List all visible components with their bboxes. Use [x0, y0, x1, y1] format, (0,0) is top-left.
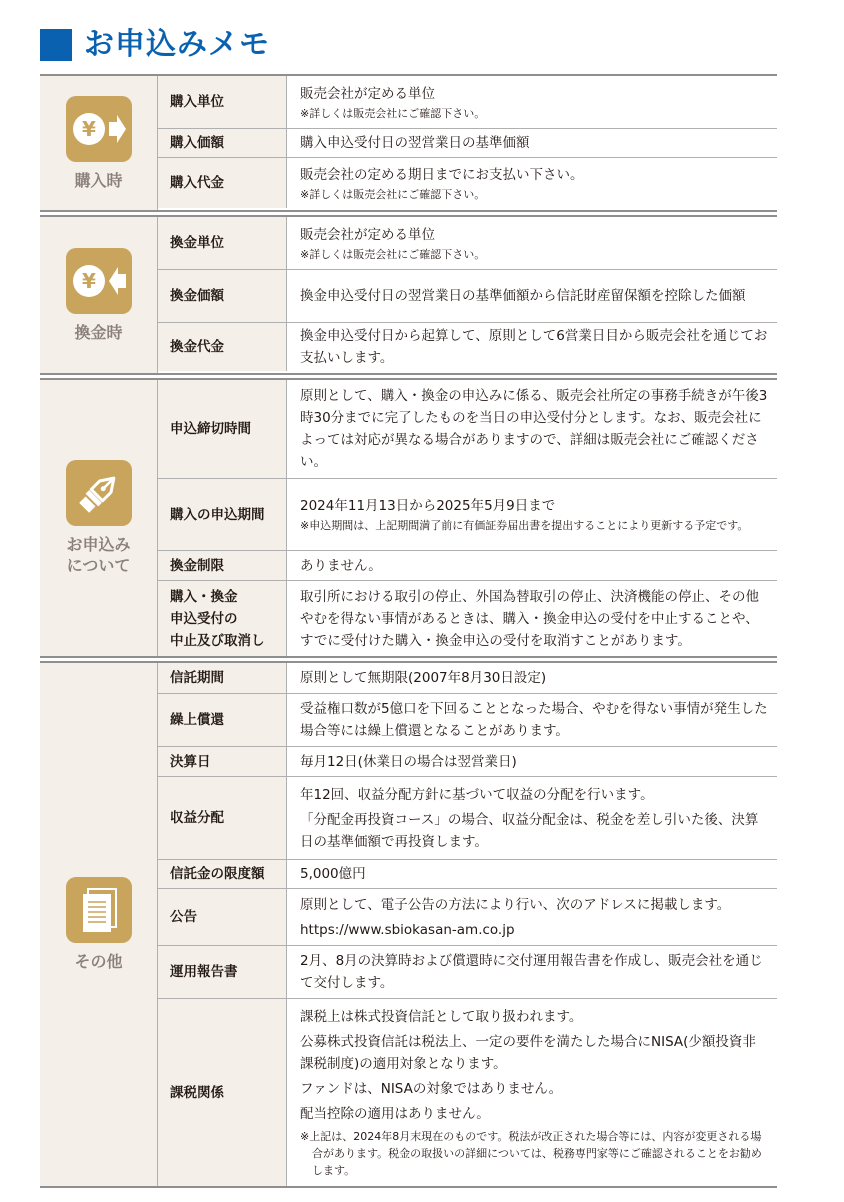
svg-text:¥: ¥ — [81, 116, 96, 141]
row-trust-period — [158, 663, 777, 693]
row-paragraph: 配当控除の適用はありません。 — [300, 1106, 490, 1122]
row-label: 換金制限 — [158, 551, 287, 580]
category-application — [40, 380, 158, 656]
category-label-line: お申込み — [66, 535, 131, 554]
section-redemption — [40, 215, 777, 375]
category-purchase — [40, 76, 158, 210]
row-value: 原則として、購入・換金の申込みに係る、販売会社所定の事務手続きが午後3時30分までに完了したものを当日の申込受付分とします。なお、販売会社によっては対応が異なる場合がありますので、詳細は販売会社にご確認ください。 — [300, 387, 768, 470]
row-paragraph: 公募株式投資信託は税法上、一定の要件を満たした場合にNISA(少額投資非課税制度)の適用対象となります。 — [300, 1034, 756, 1072]
row-label: 運用報告書 — [158, 946, 287, 998]
row-label: 換金価額 — [158, 270, 287, 322]
row-purchase-price — [158, 128, 777, 157]
yen-arrow-left-icon — [66, 248, 132, 314]
row-public-notice — [158, 888, 777, 945]
row-label: 購入代金 — [158, 158, 287, 208]
row-purchase-payment — [158, 157, 777, 208]
row-label: 信託期間 — [158, 663, 287, 693]
row-suspension — [158, 580, 777, 656]
row-label: 繰上償還 — [158, 694, 287, 746]
row-redemption-payment — [158, 322, 777, 371]
row-paragraph: ファンドは、NISAの対象ではありません。 — [300, 1081, 563, 1097]
row-label: 換金単位 — [158, 217, 287, 269]
row-settlement-date — [158, 746, 777, 776]
row-label: 申込締切時間 — [158, 380, 287, 478]
row-value: 2024年11月13日から2025年5月9日まで — [300, 498, 556, 514]
title-marker — [40, 29, 72, 61]
row-early-redemption — [158, 693, 777, 746]
row-application-deadline — [158, 380, 777, 478]
category-label-application — [66, 534, 130, 576]
row-note: ※詳しくは販売会社にご確認下さい。 — [300, 187, 486, 201]
category-label-line: について — [66, 556, 131, 575]
row-application-period — [158, 478, 777, 551]
row-note: ※上記は、2024年8月末現在のものです。税法が改正された場合等には、内容が変更される場合があります。税金の取扱いの詳細については、税務専門家等にご確認されることをお勧めします。 — [300, 1130, 762, 1177]
row-label: 購入価額 — [158, 129, 287, 157]
row-label: 収益分配 — [158, 777, 287, 859]
row-value: 2月、8月の決算時および償還時に交付運用報告書を作成し、販売会社を通じて交付します。 — [300, 953, 763, 991]
category-label-redemption: 換金時 — [74, 322, 123, 342]
row-label-line: 中止及び取消し — [170, 632, 265, 649]
row-paragraph: 「分配金再投資コース」の場合、収益分配金は、税金を差し引いた後、決算日の基準価額で再投資します。 — [300, 811, 759, 850]
fountain-pen-icon — [66, 460, 132, 526]
page-title-block — [40, 22, 270, 68]
row-redemption-limit — [158, 550, 777, 580]
row-value: 取引所における取引の停止、外国為替取引の停止、決済機能の停止、その他やむを得ない事情があるときは、購入・換金申込の受付を中止することや、すでに受付けた購入・換金申込の受付を取消すことがあります。 — [300, 588, 759, 649]
row-note: ※申込期間は、上記期間満了前に有価証券届出書を提出することにより更新する予定です。 — [300, 519, 749, 532]
row-paragraph: 課税上は株式投資信託として取り扱われます。 — [300, 1009, 583, 1025]
category-redemption — [40, 217, 158, 373]
row-redemption-price — [158, 269, 777, 322]
row-paragraph: 原則として、電子公告の方法により行い、次のアドレスに掲載します。 — [300, 896, 731, 913]
row-label: 課税関係 — [158, 999, 287, 1186]
row-distribution — [158, 776, 777, 859]
notice-url-link[interactable]: https://www.sbiokasan-am.co.jp — [300, 921, 515, 938]
row-purchase-unit — [158, 76, 777, 128]
section-purchase — [40, 74, 777, 212]
row-value: 毎月12日(休業日の場合は翌営業日) — [300, 753, 517, 770]
yen-arrow-right-icon — [66, 96, 132, 162]
row-value: 換金申込受付日の翌営業日の基準価額から信託財産留保額を控除した価額 — [300, 288, 746, 304]
row-note: ※詳しくは販売会社にご確認下さい。 — [300, 106, 486, 120]
row-trust-limit — [158, 859, 777, 888]
row-label: 購入単位 — [158, 76, 287, 128]
row-label: 信託金の限度額 — [158, 860, 287, 888]
row-redemption-unit — [158, 217, 777, 269]
category-other — [40, 663, 158, 1186]
row-value: 5,000億円 — [300, 866, 366, 882]
page-title: お申込みメモ — [84, 27, 270, 62]
svg-text:¥: ¥ — [81, 268, 96, 293]
section-application — [40, 378, 777, 658]
row-label: 公告 — [158, 889, 287, 945]
row-management-report — [158, 945, 777, 998]
row-note: ※詳しくは販売会社にご確認下さい。 — [300, 247, 486, 261]
row-value: 購入申込受付日の翌営業日の基準価額 — [300, 135, 530, 151]
category-label-other: その他 — [74, 952, 123, 971]
row-label: 購入の申込期間 — [158, 479, 287, 551]
document-icon — [66, 877, 132, 943]
row-value: 受益権口数が5億口を下回ることとなった場合、やむを得ない事情が発生した場合等には繰上償還となることがあります。 — [300, 701, 768, 739]
section-other — [40, 661, 777, 1188]
row-value: 販売会社の定める期日までにお支払い下さい。 — [300, 166, 584, 183]
row-value: ありません。 — [300, 557, 382, 574]
row-label — [158, 581, 287, 656]
category-label-purchase: 購入時 — [74, 170, 123, 190]
row-label-line: 申込受付の — [170, 610, 238, 627]
row-label: 決算日 — [158, 747, 287, 776]
row-label: 換金代金 — [158, 323, 287, 371]
row-value: 販売会社が定める単位 — [300, 85, 435, 102]
row-label-line: 購入・換金 — [170, 588, 238, 605]
row-value: 販売会社が定める単位 — [300, 226, 435, 243]
row-taxation — [158, 998, 777, 1186]
row-paragraph: 年12回、収益分配方針に基づいて収益の分配を行います。 — [300, 786, 654, 803]
row-value: 原則として無期限(2007年8月30日設定) — [300, 670, 547, 686]
row-value: 換金申込受付日から起算して、原則として6営業日目から販売会社を通じてお支払いします。 — [300, 328, 768, 366]
